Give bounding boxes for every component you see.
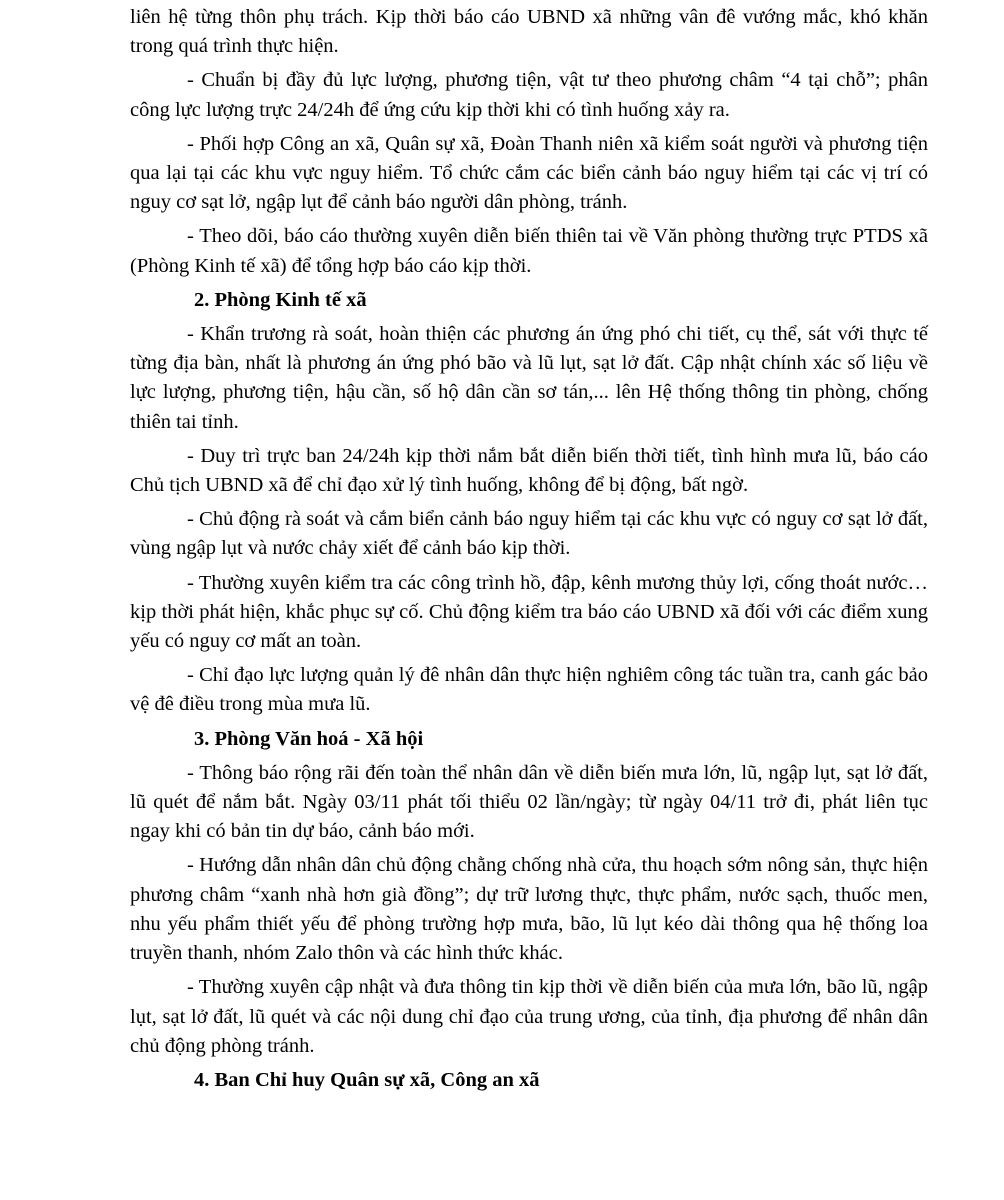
paragraph: - Chuẩn bị đầy đủ lực lượng, phương tiện, vật tư theo phương châm “4 tại chỗ”; phân công lực lượng trực 24/24h để ứng cứu kịp thời khi có tình huống xảy ra. <box>130 69 928 121</box>
paragraph: - Khẩn trương rà soát, hoàn thiện các phương án ứng phó chi tiết, cụ thể, sát với thực tế từng địa bàn, nhất là phương án ứng phó bão và lũ lụt, sạt lở đất. Cập nhật chính xác số liệu về lực lượng, phương tiện, hậu cần, số hộ dân cần sơ tán,... lên Hệ thống thông tin phòng, chống thiên tai tỉnh. <box>130 323 928 433</box>
section-heading: 2. Phòng Kinh tế xã <box>194 288 367 311</box>
paragraph: - Duy trì trực ban 24/24h kịp thời nắm bắt diễn biến thời tiết, tình hình mưa lũ, báo cáo Chủ tịch UBND xã để chỉ đạo xử lý tình huống, không để bị động, bất ngờ. <box>130 444 928 497</box>
paragraph: - Phối hợp Công an xã, Quân sự xã, Đoàn Thanh niên xã kiểm soát người và phương tiện qua lại tại các khu vực nguy hiểm. Tổ chức cắm các biển cảnh báo nguy hiểm tại các vị trí có nguy cơ sạt lở, ngập lụt để cảnh báo người dân phòng, tránh. <box>130 132 928 214</box>
paragraph: - Thường xuyên kiểm tra các công trình hồ, đập, kênh mương thủy lợi, cống thoát nước…kịp thời phát hiện, khắc phục sự cố. Chủ động kiểm tra báo cáo UBND xã đối với các điểm xung yếu có nguy cơ mất an toàn. <box>130 571 928 653</box>
section-heading: 4. Ban Chỉ huy Quân sự xã, Công an xã <box>194 1068 540 1091</box>
paragraph: - Thường xuyên cập nhật và đưa thông tin kịp thời về diễn biến của mưa lớn, bão lũ, ngập lụt, sạt lở đất, lũ quét và các nội dung chỉ đạo của trung ương, của tỉnh, địa phương để nhân dân chủ động phòng tránh. <box>130 976 928 1057</box>
section-heading: 3. Phòng Văn hoá - Xã hội <box>194 727 424 750</box>
document-body <box>130 3 928 1095</box>
paragraph: - Hướng dẫn nhân dân chủ động chằng chống nhà cửa, thu hoạch sớm nông sản, thực hiện phương châm “xanh nhà hơn già đồng”; dự trữ lương thực, thực phẩm, nước sạch, thuốc men, nhu yếu phẩm thiết yếu để phòng trường hợp mưa, bão, lũ lụt kéo dài thông qua hệ thống loa truyền thanh, nhóm Zalo thôn và các hình thức khác. <box>130 854 928 965</box>
paragraph: - Theo dõi, báo cáo thường xuyên diễn biến thiên tai về Văn phòng thường trực PTDS xã (Phòng Kinh tế xã) để tổng hợp báo cáo kịp thời. <box>130 225 928 277</box>
paragraph: - Chủ động rà soát và cắm biển cảnh báo nguy hiểm tại các khu vực có nguy cơ sạt lở đất, vùng ngập lụt và nước chảy xiết để cảnh báo kịp thời. <box>130 508 928 560</box>
paragraph: liên hệ từng thôn phụ trách. Kịp thời báo cáo UBND xã những vân đê vướng mắc, khó khăn trong quá trình thực hiện. <box>130 6 928 58</box>
paragraph: - Thông báo rộng rãi đến toàn thể nhân dân về diễn biến mưa lớn, lũ, ngập lụt, sạt lở đất, lũ quét để nắm bắt. Ngày 03/11 phát tối thiểu 02 lần/ngày; từ ngày 04/11 trở đi, phát liên tục ngay khi có bản tin dự báo, cảnh báo mới. <box>130 761 928 843</box>
paragraph: - Chỉ đạo lực lượng quản lý đê nhân dân thực hiện nghiêm công tác tuần tra, canh gác bảo vệ đê điều trong mùa mưa lũ. <box>130 664 928 716</box>
